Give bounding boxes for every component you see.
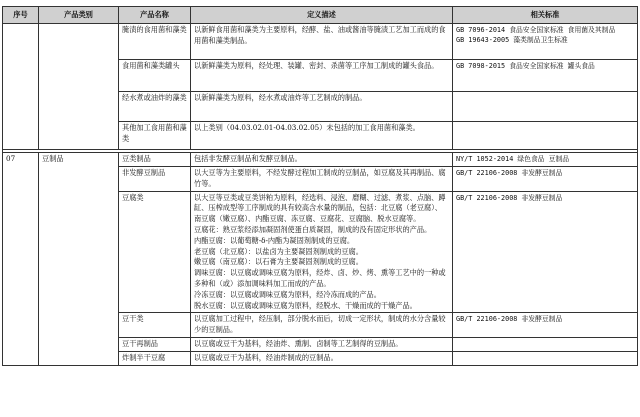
definition-paragraph: 脱水豆腐：以豆腐或调味豆腐为原料，经脱水、干燥而成的干燥产品。 <box>194 300 417 310</box>
definition-paragraph: 冷冻豆腐：以豆腐或调味豆腐为原料，经冷冻而成的产品。 <box>194 289 381 299</box>
definition-cell: 以上类别（04.03.02.01-04.03.02.05）未包括的加工食用菌和藻类。 <box>191 122 453 150</box>
header-product-name: 产品名称 <box>119 7 191 24</box>
product-name-cell: 豆干类 <box>119 313 191 338</box>
definition-cell: 以豆腐或豆干为基料，经油炸制成的豆制品。 <box>191 351 453 365</box>
definition-cell: 包括非发酵豆制品和发酵豆制品。 <box>191 153 453 167</box>
category-cell: 豆制品 <box>39 153 119 366</box>
definition-cell: 以新鲜食用菌和藻类为主要原料，经酵、盐、油或酱油等腌渍工艺加工而成的食用菌和藻类制品。 <box>191 24 453 60</box>
product-name-cell: 其他加工食用菌和藻类 <box>119 122 191 150</box>
header-standards: 相关标准 <box>453 7 638 24</box>
product-name-cell: 豆类制品 <box>119 153 191 167</box>
product-name-cell: 非发酵豆制品 <box>119 167 191 192</box>
standards-cell: GB/T 22106-2008 非发酵豆制品 <box>453 191 638 313</box>
product-name-cell: 腌渍的食用菌和藻类 <box>119 24 191 60</box>
definition-cell: 以大豆等为主要原料，不经发酵过程加工制成的豆制品，如豆腐及其再制品、腐竹等。 <box>191 167 453 192</box>
food-category-table <box>2 6 638 366</box>
standard-line: GB 19643-2005 藻类制品卫生标准 <box>456 36 568 45</box>
definition-paragraph: 老豆腐（北豆腐）：以盐卤为主要凝固剂制成的豆腐。 <box>194 246 363 256</box>
product-name-cell: 炸制半干豆腐 <box>119 351 191 365</box>
standards-cell <box>453 337 638 351</box>
standards-cell: GB/T 22106-2008 非发酵豆制品 <box>453 167 638 192</box>
definition-cell <box>191 191 453 313</box>
definition-paragraph: 嫩豆腐（南豆腐）：以石膏为主要凝固剂制成的豆腐。 <box>194 257 363 267</box>
standards-cell <box>453 122 638 150</box>
table-row <box>3 153 638 167</box>
product-name-cell: 豆腐类 <box>119 191 191 313</box>
table-row <box>3 24 638 60</box>
product-name-cell: 豆干再制品 <box>119 337 191 351</box>
standards-cell <box>453 92 638 122</box>
index-cell <box>3 24 39 150</box>
definition-paragraph: 豆腐花：熟豆浆经添加凝固剂使蛋白质凝固，制成的没有固定形状的产品。 <box>194 224 432 234</box>
standard-line: GB 7096-2014 食品安全国家标准 食用菌及其制品 <box>456 26 616 34</box>
standards-cell <box>453 24 638 60</box>
table-header-row <box>3 7 638 24</box>
definition-cell: 以新鲜藻类为原料，经水煮或油炸等工艺制成的制品。 <box>191 92 453 122</box>
product-name-cell: 食用菌和藻类罐头 <box>119 60 191 92</box>
standards-cell <box>453 60 638 92</box>
category-cell <box>39 24 119 150</box>
header-category: 产品类别 <box>39 7 119 24</box>
standards-cell: GB/T 22106-2008 非发酵豆制品 <box>453 313 638 338</box>
standard-line: GB 7098-2015 食品安全国家标准 罐头食品 <box>456 62 595 70</box>
definition-cell: 以豆腐或豆干为基料，经油炸、熏制、卤制等工艺制得的豆制品。 <box>191 337 453 351</box>
product-name-cell: 经水煮或油炸的藻类 <box>119 92 191 122</box>
header-index: 序号 <box>3 7 39 24</box>
header-definition: 定义描述 <box>191 7 453 24</box>
definition-paragraph: 以大豆等豆类或豆类饼粕为原料，经选料、浸泡、磨糊、过滤、煮浆、点脑、蹲缸、压榨成型等工序制成的具有较高含水量的制品，包括：北豆腐（老豆腐）、南豆腐（嫩豆腐）、内酯豆腐、冻豆腐、豆腐花、豆腐脑、脱水豆腐等。 <box>194 192 446 224</box>
definition-paragraph: 内酯豆腐：以葡萄糖-δ-内酯为凝固剂制成的豆腐。 <box>194 235 355 245</box>
index-cell: 07 <box>3 153 39 366</box>
definition-cell: 以新鲜藻类为原料，经处理、装罐、密封、杀菌等工序加工制成的罐头食品。 <box>191 60 453 92</box>
definition-cell: 以豆腐加工过程中，经压制，部分脱水而后，切成一定形状，制成的水分含量较少的豆制品。 <box>191 313 453 338</box>
standards-cell <box>453 351 638 365</box>
definition-paragraph: 调味豆腐：以豆腐或调味豆腐为原料，经炸、卤、炒、烤、熏等工艺中的一种或多种和（或）添加调味料加工而成的产品。 <box>194 268 446 288</box>
standards-cell: NY/T 1052-2014 绿色食品 豆制品 <box>453 153 638 167</box>
